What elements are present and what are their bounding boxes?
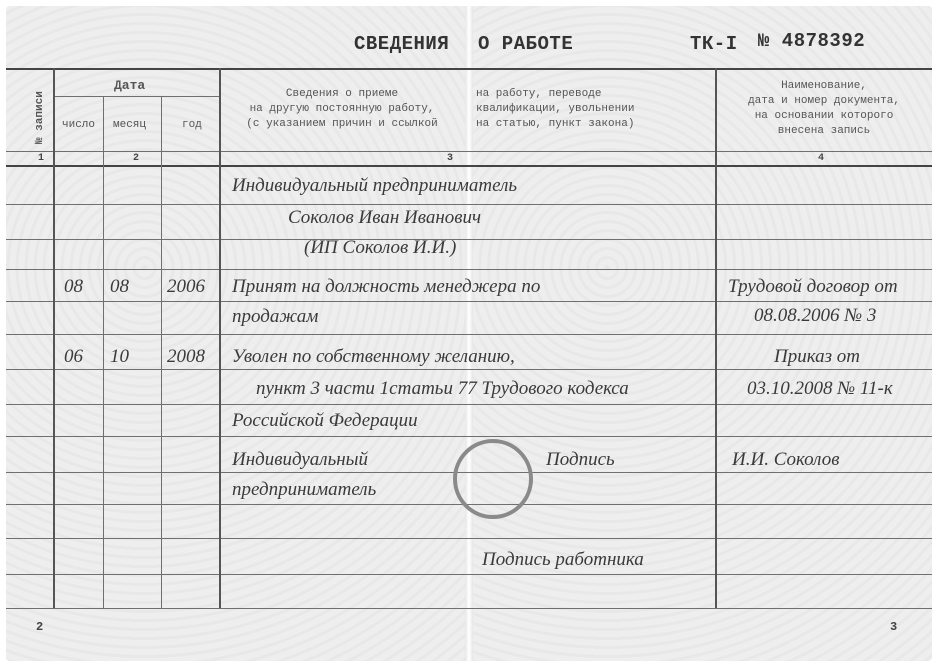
info-header-line: на другую постоянную работу,	[249, 103, 435, 115]
date-header: Дата	[114, 78, 146, 93]
column-number: 2	[133, 153, 140, 164]
hire-document: Трудовой договор от	[728, 276, 898, 297]
col-divider	[103, 96, 104, 608]
month-header: месяц	[113, 119, 147, 131]
basis-header-line: на основании которого	[754, 110, 894, 122]
employer-name-line: Соколов Иван Иванович	[288, 207, 482, 228]
fire-day: 06	[64, 346, 83, 367]
basis-header-line: Наименование,	[781, 80, 867, 92]
date-sub-rule	[54, 96, 220, 97]
signatory-title: Индивидуальный	[232, 449, 369, 470]
row-rule	[6, 301, 932, 302]
fire-document: Приказ от	[774, 346, 861, 367]
row-rule	[6, 239, 932, 240]
employer-name-line: (ИП Соколов И.И.)	[304, 237, 457, 258]
fire-year: 2008	[167, 346, 205, 367]
info-header-line: квалификации, увольнении	[476, 103, 635, 115]
record-no-header: № записи	[34, 91, 46, 144]
hire-year: 2006	[167, 276, 205, 297]
info-header-line: (с указанием причин и ссылкой	[246, 118, 438, 130]
header-bottom-rule	[6, 151, 932, 152]
info-header-line: Сведения о приеме	[285, 88, 399, 100]
col-divider	[53, 68, 55, 608]
row-rule	[6, 269, 932, 270]
header-number: № 4878392	[758, 30, 866, 52]
hire-text: Принят на должность менеджера по	[232, 276, 541, 297]
signatory-name: И.И. Соколов	[732, 449, 840, 470]
basis-header-line: внесена запись	[777, 125, 871, 137]
day-header: число	[62, 119, 96, 131]
info-header-line: на статью, пункт закона)	[476, 118, 635, 130]
hire-month: 08	[110, 276, 129, 297]
header-title-right: О РАБОТЕ	[478, 33, 574, 55]
fire-text: пункт 3 части 1статьи 77 Трудового кодекса	[256, 378, 629, 399]
col-divider	[715, 68, 717, 608]
col-divider	[219, 68, 221, 608]
hire-document: 08.08.2006 № 3	[754, 305, 877, 326]
row-rule	[6, 404, 932, 405]
row-rule	[6, 538, 932, 539]
header-series: ТК-I	[690, 33, 738, 55]
page-number-right: 3	[890, 620, 898, 634]
info-header-line: на работу, переводе	[476, 88, 602, 100]
page-number-left: 2	[36, 620, 44, 634]
fire-month: 10	[110, 346, 129, 367]
signature-label: Подпись	[546, 449, 615, 470]
column-number: 4	[818, 153, 825, 164]
col-divider	[161, 96, 162, 608]
column-number: 3	[447, 153, 454, 164]
header-title-left: СВЕДЕНИЯ	[354, 33, 450, 55]
fire-text: Уволен по собственному желанию,	[232, 346, 515, 367]
row-rule	[6, 204, 932, 205]
colnum-bottom-rule	[6, 165, 932, 167]
hire-text: продажам	[232, 306, 319, 327]
year-header: год	[182, 119, 202, 131]
column-number: 1	[38, 153, 45, 164]
fire-text: Российской Федерации	[232, 410, 418, 431]
work-book-spread	[6, 6, 932, 661]
row-rule	[6, 369, 932, 370]
signatory-title: предприниматель	[232, 479, 377, 500]
basis-header-line: дата и номер документа,	[748, 95, 900, 107]
table-top-rule	[6, 68, 932, 70]
stamp-circle	[453, 439, 533, 519]
row-rule	[6, 334, 932, 335]
worker-signature-label: Подпись работника	[482, 549, 644, 570]
row-rule	[6, 608, 932, 609]
hire-day: 08	[64, 276, 83, 297]
row-rule	[6, 436, 932, 437]
row-rule	[6, 574, 932, 575]
employer-name-line: Индивидуальный предприниматель	[232, 175, 518, 196]
fire-document: 03.10.2008 № 11-к	[747, 378, 893, 399]
